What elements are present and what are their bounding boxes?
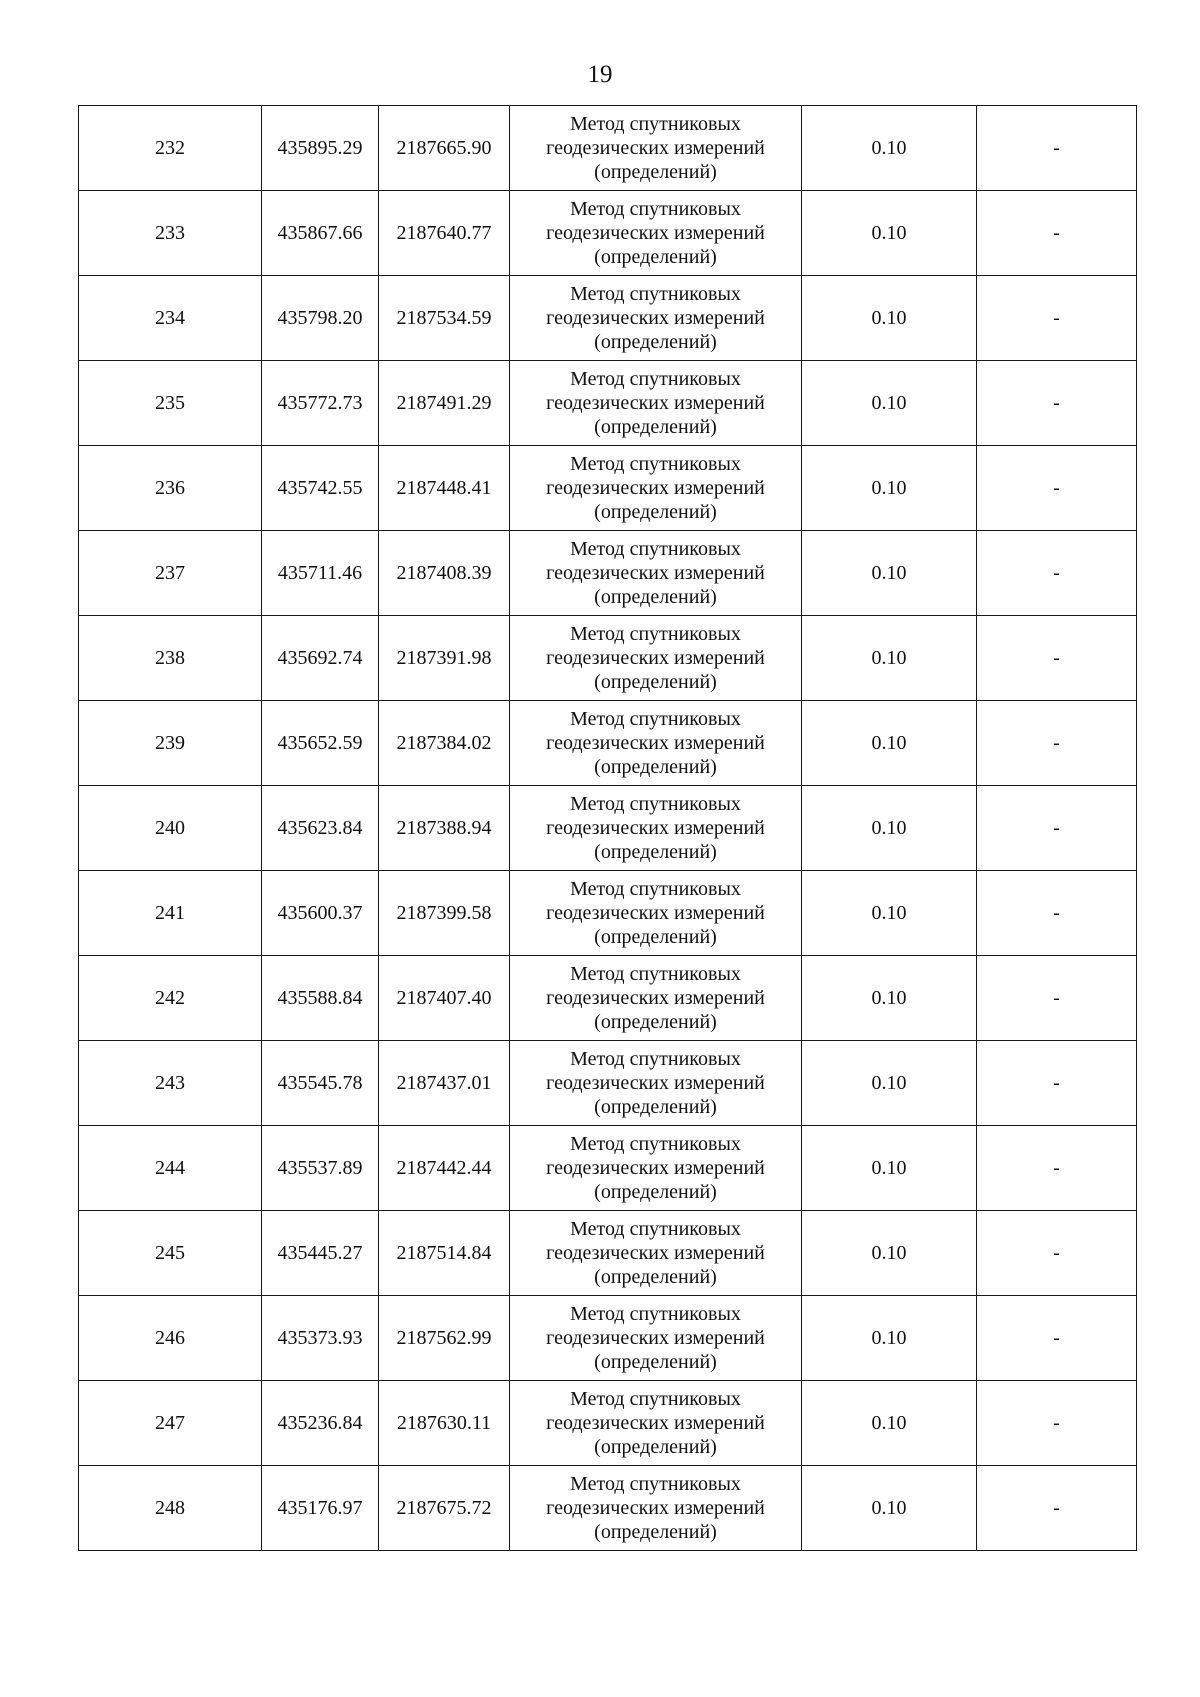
accuracy-cell: 0.10	[802, 956, 977, 1041]
accuracy-cell: 0.10	[802, 446, 977, 531]
table-row	[79, 1126, 1137, 1211]
y-coordinate-cell: 2187562.99	[379, 1296, 510, 1381]
y-coordinate-cell: 2187388.94	[379, 786, 510, 871]
note-cell: -	[977, 191, 1137, 276]
y-coordinate-cell: 2187640.77	[379, 191, 510, 276]
x-coordinate-cell: 435537.89	[262, 1126, 379, 1211]
y-coordinate-cell: 2187630.11	[379, 1381, 510, 1466]
x-coordinate-cell: 435798.20	[262, 276, 379, 361]
note-cell: -	[977, 786, 1137, 871]
note-cell: -	[977, 446, 1137, 531]
y-coordinate-cell: 2187534.59	[379, 276, 510, 361]
x-coordinate-cell: 435895.29	[262, 106, 379, 191]
method-cell: Метод спутниковых геодезических измерений (определений)	[510, 1381, 802, 1466]
accuracy-cell: 0.10	[802, 1041, 977, 1126]
x-coordinate-cell: 435692.74	[262, 616, 379, 701]
point-number-cell: 243	[79, 1041, 262, 1126]
x-coordinate-cell: 435588.84	[262, 956, 379, 1041]
table-row	[79, 1381, 1137, 1466]
accuracy-cell: 0.10	[802, 531, 977, 616]
method-cell: Метод спутниковых геодезических измерений (определений)	[510, 191, 802, 276]
accuracy-cell: 0.10	[802, 871, 977, 956]
x-coordinate-cell: 435600.37	[262, 871, 379, 956]
accuracy-cell: 0.10	[802, 786, 977, 871]
y-coordinate-cell: 2187448.41	[379, 446, 510, 531]
accuracy-cell: 0.10	[802, 1381, 977, 1466]
note-cell: -	[977, 1381, 1137, 1466]
table-row	[79, 446, 1137, 531]
method-cell: Метод спутниковых геодезических измерений (определений)	[510, 956, 802, 1041]
method-cell: Метод спутниковых геодезических измерений (определений)	[510, 361, 802, 446]
accuracy-cell: 0.10	[802, 1296, 977, 1381]
point-number-cell: 232	[79, 106, 262, 191]
method-cell: Метод спутниковых геодезических измерений (определений)	[510, 1296, 802, 1381]
point-number-cell: 237	[79, 531, 262, 616]
note-cell: -	[977, 1126, 1137, 1211]
note-cell: -	[977, 1211, 1137, 1296]
point-number-cell: 245	[79, 1211, 262, 1296]
note-cell: -	[977, 531, 1137, 616]
table-row	[79, 1296, 1137, 1381]
x-coordinate-cell: 435652.59	[262, 701, 379, 786]
table-row	[79, 106, 1137, 191]
table-row	[79, 531, 1137, 616]
y-coordinate-cell: 2187408.39	[379, 531, 510, 616]
x-coordinate-cell: 435867.66	[262, 191, 379, 276]
accuracy-cell: 0.10	[802, 276, 977, 361]
y-coordinate-cell: 2187437.01	[379, 1041, 510, 1126]
accuracy-cell: 0.10	[802, 191, 977, 276]
note-cell: -	[977, 1296, 1137, 1381]
point-number-cell: 238	[79, 616, 262, 701]
point-number-cell: 246	[79, 1296, 262, 1381]
accuracy-cell: 0.10	[802, 701, 977, 786]
table-row	[79, 1466, 1137, 1551]
coordinates-table-body	[79, 106, 1137, 1551]
accuracy-cell: 0.10	[802, 1211, 977, 1296]
method-cell: Метод спутниковых геодезических измерений (определений)	[510, 276, 802, 361]
page-number: 19	[587, 61, 613, 88]
y-coordinate-cell: 2187514.84	[379, 1211, 510, 1296]
x-coordinate-cell: 435445.27	[262, 1211, 379, 1296]
table-row	[79, 871, 1137, 956]
x-coordinate-cell: 435623.84	[262, 786, 379, 871]
x-coordinate-cell: 435545.78	[262, 1041, 379, 1126]
method-cell: Метод спутниковых геодезических измерений (определений)	[510, 616, 802, 701]
point-number-cell: 240	[79, 786, 262, 871]
accuracy-cell: 0.10	[802, 361, 977, 446]
table-row	[79, 1211, 1137, 1296]
note-cell: -	[977, 616, 1137, 701]
table-row	[79, 1041, 1137, 1126]
point-number-cell: 241	[79, 871, 262, 956]
accuracy-cell: 0.10	[802, 616, 977, 701]
y-coordinate-cell: 2187665.90	[379, 106, 510, 191]
note-cell: -	[977, 1041, 1137, 1126]
x-coordinate-cell: 435236.84	[262, 1381, 379, 1466]
method-cell: Метод спутниковых геодезических измерений (определений)	[510, 1041, 802, 1126]
point-number-cell: 233	[79, 191, 262, 276]
point-number-cell: 248	[79, 1466, 262, 1551]
note-cell: -	[977, 106, 1137, 191]
x-coordinate-cell: 435742.55	[262, 446, 379, 531]
y-coordinate-cell: 2187442.44	[379, 1126, 510, 1211]
point-number-cell: 236	[79, 446, 262, 531]
coordinates-table	[78, 105, 1137, 1551]
y-coordinate-cell: 2187391.98	[379, 616, 510, 701]
y-coordinate-cell: 2187407.40	[379, 956, 510, 1041]
accuracy-cell: 0.10	[802, 1466, 977, 1551]
note-cell: -	[977, 276, 1137, 361]
x-coordinate-cell: 435711.46	[262, 531, 379, 616]
method-cell: Метод спутниковых геодезических измерений (определений)	[510, 106, 802, 191]
note-cell: -	[977, 1466, 1137, 1551]
table-row	[79, 956, 1137, 1041]
method-cell: Метод спутниковых геодезических измерений (определений)	[510, 531, 802, 616]
method-cell: Метод спутниковых геодезических измерений (определений)	[510, 701, 802, 786]
table-row	[79, 701, 1137, 786]
method-cell: Метод спутниковых геодезических измерений (определений)	[510, 871, 802, 956]
point-number-cell: 234	[79, 276, 262, 361]
table-row	[79, 786, 1137, 871]
y-coordinate-cell: 2187491.29	[379, 361, 510, 446]
accuracy-cell: 0.10	[802, 106, 977, 191]
point-number-cell: 235	[79, 361, 262, 446]
accuracy-cell: 0.10	[802, 1126, 977, 1211]
point-number-cell: 244	[79, 1126, 262, 1211]
note-cell: -	[977, 361, 1137, 446]
method-cell: Метод спутниковых геодезических измерений (определений)	[510, 1466, 802, 1551]
table-row	[79, 191, 1137, 276]
table-row	[79, 616, 1137, 701]
y-coordinate-cell: 2187399.58	[379, 871, 510, 956]
table-row	[79, 276, 1137, 361]
y-coordinate-cell: 2187675.72	[379, 1466, 510, 1551]
method-cell: Метод спутниковых геодезических измерений (определений)	[510, 1211, 802, 1296]
x-coordinate-cell: 435373.93	[262, 1296, 379, 1381]
x-coordinate-cell: 435772.73	[262, 361, 379, 446]
note-cell: -	[977, 701, 1137, 786]
note-cell: -	[977, 956, 1137, 1041]
point-number-cell: 239	[79, 701, 262, 786]
method-cell: Метод спутниковых геодезических измерений (определений)	[510, 1126, 802, 1211]
table-row	[79, 361, 1137, 446]
y-coordinate-cell: 2187384.02	[379, 701, 510, 786]
method-cell: Метод спутниковых геодезических измерений (определений)	[510, 786, 802, 871]
note-cell: -	[977, 871, 1137, 956]
x-coordinate-cell: 435176.97	[262, 1466, 379, 1551]
method-cell: Метод спутниковых геодезических измерений (определений)	[510, 446, 802, 531]
point-number-cell: 247	[79, 1381, 262, 1466]
point-number-cell: 242	[79, 956, 262, 1041]
